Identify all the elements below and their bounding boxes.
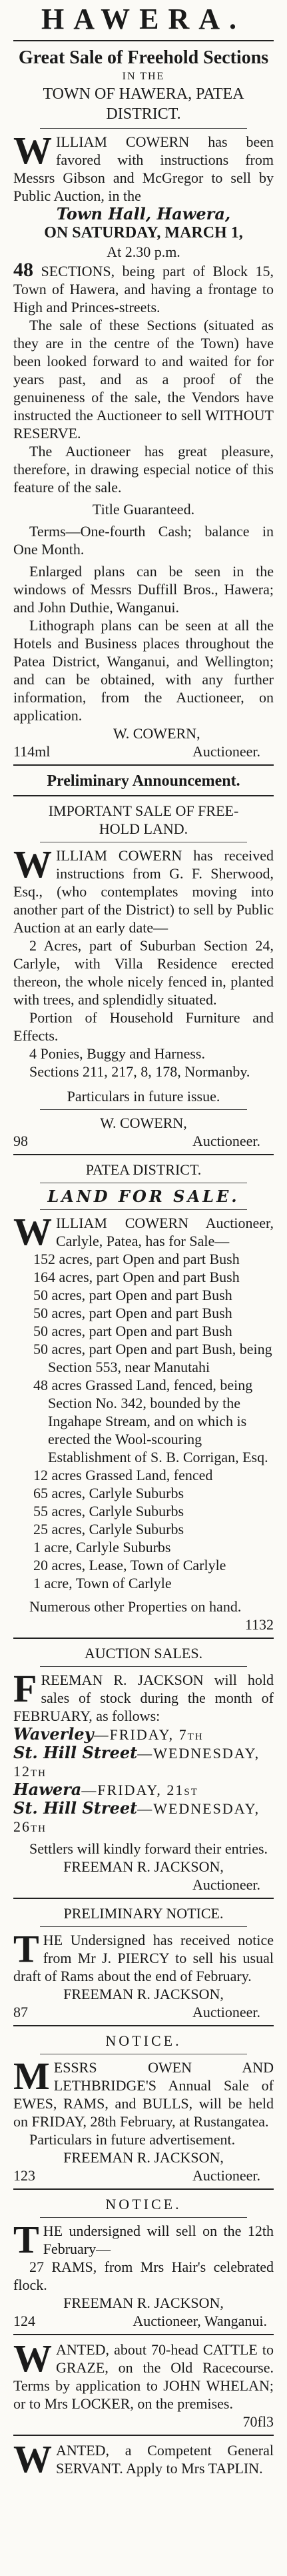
ad-body: ANTED, about 70-head CATTLE to GRAZE, on the Old Racecourse. Terms by application to JOHN WHELAN; or to Mrs LOCKER, on the premises. (13, 2341, 274, 2412)
sale-day: —FRIDAY, 21st (81, 1782, 198, 1798)
drop-cap: W (13, 842, 52, 886)
list-item: 48 acres Grassed Land, fenced, being Section No. 342, bounded by the Ingahape Stream, and on which is erected the Wool-scouring Establishment of S. B. Corrigan, Esq. (33, 1377, 268, 1465)
list-item: 1 acre, Carlyle Suburbs (33, 1539, 171, 1555)
list-item: 1 acre, Town of Carlyle (33, 1575, 172, 1591)
list-item: 50 acres, part Open and part Bush, being Section 553, near Manutahi (33, 1341, 272, 1375)
drop-cap: M (13, 2054, 50, 2098)
drop-cap: T (13, 1927, 39, 1970)
ad-subline: PATEA DISTRICT. (85, 1161, 202, 1178)
divider (40, 1926, 247, 1927)
signature-role: Auctioneer. (192, 2167, 260, 2184)
drop-cap: W (13, 2337, 52, 2380)
list-item: 152 acres, part Open and part Bush (33, 1251, 240, 1267)
divider (13, 1638, 274, 1639)
signature-role: Auctioneer, Wanganui. (133, 2313, 267, 2329)
ad-subline: TOWN OF HAWERA, PATEA (43, 85, 244, 103)
divider (13, 2435, 274, 2436)
terms: Terms—One-fourth Cash; balance in One Month. (13, 523, 274, 558)
divider (13, 764, 274, 766)
sale-place: Waverley (13, 1724, 94, 1744)
venue: Town Hall, Hawera, (56, 204, 231, 223)
ad-body: The sale of these Sections (situated as they are in the centre of the Town) have been looked forward to and waited for for years past, and as a proof of the genuineness of the sale, the Vendors have instructed the Auctioneer to sell WITHOUT RESERVE. (13, 317, 274, 442)
ad-headline: PRELIMINARY NOTICE. (63, 1905, 224, 1922)
ad-headline: Great Sale of Freehold Sections (18, 47, 269, 68)
lot-item: Portion of Household Furniture and Effects. (13, 1009, 274, 1044)
drop-cap: W (13, 129, 52, 172)
sale-day: —FRIDAY, 7th (93, 1726, 204, 1743)
ad-headline: LAND FOR SALE. (47, 1187, 240, 1206)
preliminary-notice-ad (13, 1904, 274, 2021)
lot-item: 4 Ponies, Buggy and Harness. (29, 1045, 205, 1062)
owen-lethbridge-notice-ad (13, 2032, 274, 2184)
ad-ref: 1132 (244, 1616, 274, 1633)
ad-subline: DISTRICT. (106, 105, 181, 123)
divider (13, 1154, 274, 1155)
lot-number: 48 (13, 259, 33, 281)
auction-sales-ad (13, 1644, 274, 1894)
signature: W. COWERN, (113, 725, 200, 742)
drop-cap: W (13, 1210, 52, 1253)
preliminary-announcement-ad (13, 771, 274, 1150)
list-item: 12 acres Grassed Land, fenced (33, 1467, 213, 1483)
wanted-cattle-ad (13, 2337, 274, 2431)
ad-ref: 87 (13, 2004, 28, 2020)
ad-ref: 114ml (13, 743, 51, 760)
title-guarantee: Title Guaranteed. (92, 501, 195, 518)
sale-day: —WEDNESDAY, 26th (13, 1800, 260, 1835)
divider (13, 1898, 274, 1899)
list-item: 50 acres, part Open and part Bush (33, 1305, 232, 1321)
list-item: 65 acres, Carlyle Suburbs (33, 1485, 184, 1501)
rams-notice-ad (13, 2195, 274, 2330)
divider (40, 2217, 247, 2218)
divider (13, 795, 274, 796)
divider (40, 1666, 247, 1667)
ad-body: Numerous other Properties on hand. (29, 1598, 242, 1615)
ad-body: ILLIAM COWERN has received instructions from G. F. Sherwood, Esq., (who contemplates moving into another part of the District) to sell by Public Auction at an early date— (13, 847, 274, 936)
ad-body: ANTED, a Competent General SERVANT. Apply to Mrs TAPLIN. (56, 2442, 274, 2477)
ad-ref: 70fl3 (242, 2413, 274, 2430)
signature-role: Auctioneer. (192, 2004, 260, 2020)
signature: FREEMAN R. JACKSON, (63, 1986, 224, 2002)
ad-ref: 124 (13, 2313, 35, 2329)
sale-time: At 2.30 p.m. (107, 243, 180, 260)
drop-cap: T (13, 2218, 39, 2261)
signature-role: Auctioneer. (192, 1133, 260, 1149)
sale-day: —WEDNESDAY, 12th (13, 1745, 260, 1780)
signature: FREEMAN R. JACKSON, (63, 2149, 224, 2166)
ad-subline: IN THE (122, 71, 165, 82)
lot-item: 27 RAMS, from Mrs Hair's celebrated flock. (13, 2259, 274, 2293)
wanted-servant-ad (13, 2437, 274, 2481)
list-item: 55 acres, Carlyle Suburbs (33, 1503, 184, 1519)
lot-item: Sections 211, 217, 8, 178, Normanby. (29, 1063, 250, 1080)
signature: FREEMAN R. JACKSON, (63, 2295, 224, 2311)
drop-cap: W (13, 2437, 52, 2481)
divider (13, 2025, 274, 2026)
list-item: 20 acres, Lease, Town of Carlyle (33, 1557, 226, 1573)
list-item: 25 acres, Carlyle Suburbs (33, 1521, 184, 1537)
ad-body: Particulars in future advertisement. (29, 2131, 236, 2148)
ad-body: Settlers will kindly forward their entries. (29, 1840, 268, 1857)
signature: W. COWERN, (100, 1115, 187, 1131)
signature-role: Auctioneer. (192, 1876, 260, 1893)
sale-place: St. Hill Street (13, 1743, 138, 1762)
divider (13, 40, 274, 41)
land-for-sale-ad (13, 1161, 274, 1634)
sale-place: St. Hill Street (13, 1798, 138, 1818)
ad-ref: 123 (13, 2167, 35, 2184)
lot-item: 2 Acres, part of Suburban Section 24, Carlyle, with Villa Residence erected thereon, the whole nicely fenced in, planted with trees, and splendidly situated. (13, 937, 274, 1008)
newspaper-column (7, 0, 280, 2481)
list-item: 50 acres, part Open and part Bush (33, 1287, 232, 1303)
ad-subline: HOLD LAND. (99, 820, 188, 837)
list-item: 164 acres, part Open and part Bush (33, 1269, 240, 1285)
ad-body: HE undersigned will sell on the 12th February— (43, 2222, 274, 2257)
ad-headline: NOTICE. (105, 2196, 182, 2212)
ad-body: Lithograph plans can be seen at all the Hotels and Business places throughout the Patea District, Wanganui, and Wellington; and can be obtained, with any further information, from the Auctioneer, on application. (13, 617, 274, 724)
lot-description: SECTIONS, being part of Block 15, Town of Hawera, and having a frontage to High and Princes-streets. (13, 263, 274, 315)
ad-body: ILLIAM COWERN has been favored with instructions from Messrs Gibson and McGregor to sell by Public Auction, in the (13, 133, 274, 204)
ad-body: REEMAN R. JACKSON will hold sales of stock during the month of FEBRUARY, as follows: (13, 1672, 274, 1724)
ad-subline: IMPORTANT SALE OF FREE- (48, 802, 239, 819)
drop-cap: F (13, 1667, 37, 1710)
ad-body: The Auctioneer has great pleasure, therefore, in drawing especial notice of this feature of the sale. (13, 443, 274, 496)
ad-body: ESSRS OWEN AND LETHBRIDGE'S Annual Sale of EWES, RAMS, and BULLS, will be held on FRIDAY, 28th February, at Rustangatea. (13, 2059, 274, 2130)
ad-body: Enlarged plans can be seen in the windows of Messrs Duffill Bros., Hawera; and John Duthie, Wanganui. (13, 563, 274, 616)
ad-title: HAWERA. (41, 3, 246, 35)
sale-date: ON SATURDAY, MARCH 1, (44, 224, 243, 241)
sale-place: Hawera (13, 1780, 82, 1799)
ad-ref: 98 (13, 1133, 28, 1149)
hawera-sale-ad (13, 3, 274, 760)
ad-headline: Preliminary Announcement. (47, 772, 240, 790)
property-list (13, 1250, 274, 1592)
divider (40, 1209, 247, 1210)
ad-body: ILLIAM COWERN Auctioneer, Carlyle, Patea, has for Sale— (56, 1215, 274, 1249)
future-note: Particulars in future issue. (67, 1088, 220, 1105)
divider (40, 1109, 247, 1110)
ad-body: HE Undersigned has received notice from Mr J. PIERCY to sell his usual draft of Rams about the end of February. (13, 1932, 274, 1984)
ad-headline: AUCTION SALES. (84, 1645, 203, 1662)
divider (13, 2188, 274, 2190)
divider (13, 2334, 274, 2335)
ad-headline: NOTICE. (105, 2032, 182, 2049)
signature: FREEMAN R. JACKSON, (63, 1858, 224, 1875)
divider (40, 128, 247, 129)
list-item: 50 acres, part Open and part Bush (33, 1323, 232, 1339)
signature-role: Auctioneer. (192, 743, 260, 760)
